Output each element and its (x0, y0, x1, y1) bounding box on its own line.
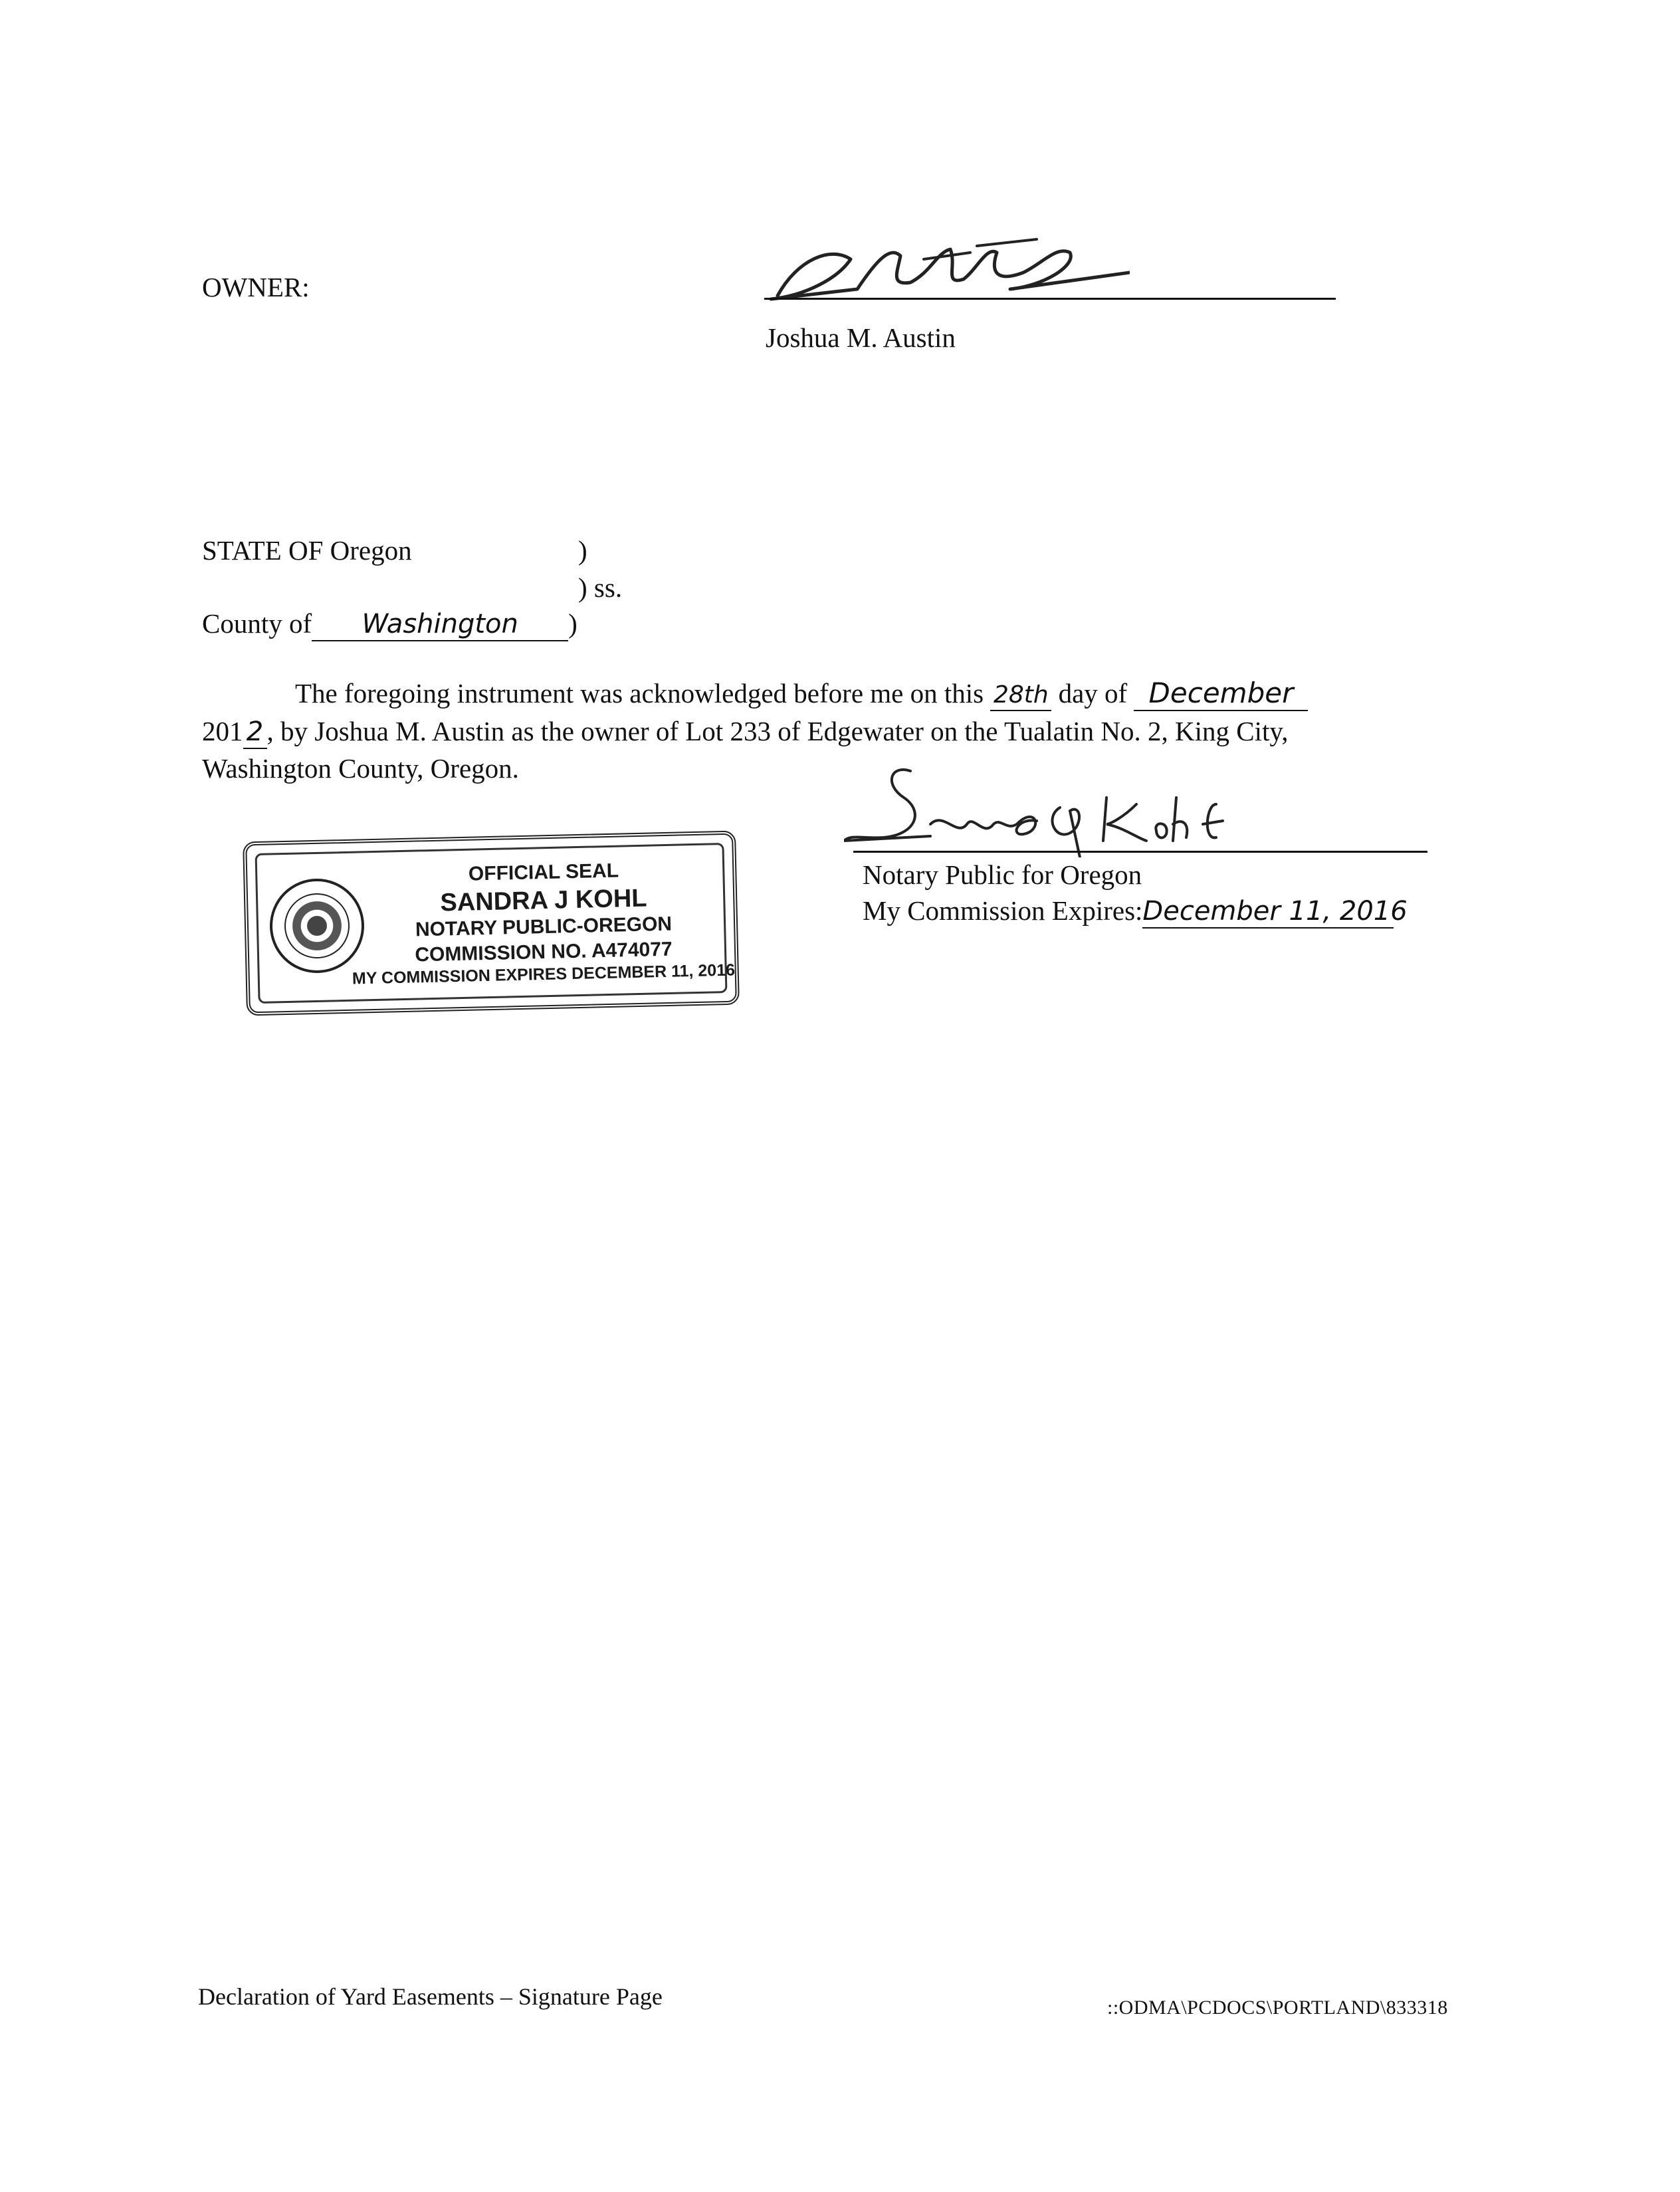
seal-line-2: SANDRA J KOHL (440, 884, 647, 917)
year-prefix: 201 (202, 716, 243, 746)
ack-line-2 (202, 718, 1288, 745)
footer-document-path: ::ODMA\PCDOCS\PORTLAND\833318 (1107, 1997, 1448, 2019)
commission-blank (1142, 896, 1408, 927)
county-blank (312, 610, 568, 637)
owner-label: OWNER: (202, 272, 310, 302)
year-digit: 2 (246, 716, 264, 747)
seal-line-5: MY COMMISSION EXPIRES DECEMBER 11, 2016 (352, 960, 736, 988)
county-line (202, 610, 578, 637)
ack-line-1 (295, 679, 1308, 707)
venue-ss: ) ss. (578, 572, 623, 603)
official-seal-stamp (245, 836, 738, 1010)
year-blank (243, 718, 267, 745)
month-value: December (1148, 677, 1294, 709)
owner-signature-line (764, 298, 1336, 300)
venue-paren-3: ) (568, 608, 578, 639)
ack-text-1: The foregoing instrument was acknowledged before me on this (295, 678, 991, 709)
venue-paren-1: ) (578, 535, 587, 566)
notary-title: Notary Public for Oregon (863, 859, 1142, 890)
seal-line-1: OFFICIAL SEAL (468, 859, 619, 885)
seal-line-3: NOTARY PUBLIC-OREGON (415, 913, 673, 941)
county-value: Washington (362, 609, 518, 639)
county-label: County of (202, 608, 312, 639)
day-blank (990, 680, 1051, 707)
notary-signature-line (853, 851, 1427, 853)
state-line: STATE OF Oregon (202, 535, 412, 566)
commission-line (863, 895, 1408, 927)
ack-text-2: day of (1051, 678, 1134, 709)
owner-name: Joshua M. Austin (766, 322, 956, 353)
commission-value: December 11, 2016 (1142, 896, 1408, 927)
oregon-state-seal-icon (270, 879, 364, 973)
ack-text-3: , by Joshua M. Austin as the owner of Lot 233 of Edgewater on the Tualatin No. 2, King City, (266, 716, 1289, 746)
owner-signature (758, 233, 1130, 312)
ack-line-3: Washington County, Oregon. (202, 753, 519, 784)
notary-signature (844, 758, 1256, 857)
commission-label: My Commission Expires: (863, 895, 1143, 926)
month-blank (1134, 679, 1308, 707)
seal-line-4: COMMISSION NO. A474077 (414, 938, 673, 966)
footer-title: Declaration of Yard Easements – Signature Page (198, 1983, 663, 2010)
day-value: 28th (993, 681, 1049, 709)
